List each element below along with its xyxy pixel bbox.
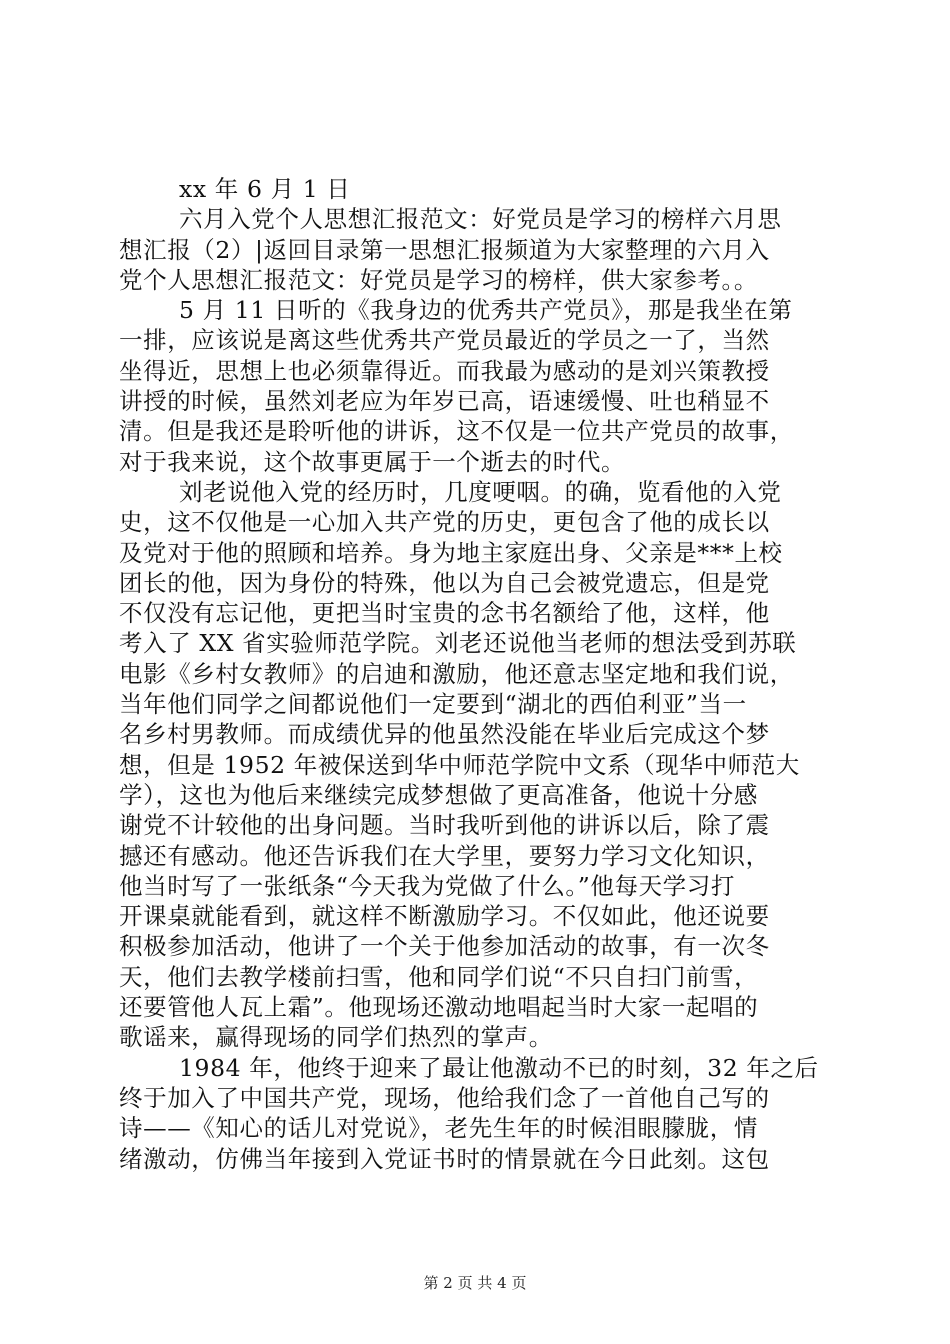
text-line: 绪激动，仿佛当年接到入党证书时的情景就在今日此刻。这包 (119, 1144, 770, 1173)
text-line: 撼还有感动。他还告诉我们在大学里，要努力学习文化知识， (119, 841, 770, 870)
text-line: 想，但是 1952 年被保送到华中师范学院中文系（现华中师范大 (119, 750, 800, 779)
text-line: 终于加入了中国共产党，现场，他给我们念了一首他自己写的 (119, 1083, 770, 1112)
page-footer: 第 2 页 共 4 页 (423, 1274, 527, 1292)
text-line: 电影《乡村女教师》的启迪和激励，他还意志坚定地和我们说， (119, 659, 794, 688)
text-line: 他当时写了一张纸条“今天我为党做了什么。”他每天学习打 (119, 871, 735, 900)
text-line: 谢党不计较他的出身问题。当时我听到他的讲诉以后，除了震 (119, 811, 770, 840)
text-line: 不仅没有忘记他，更把当时宝贵的念书名额给了他，这样，他 (119, 599, 770, 628)
text-line: 考入了 XX 省实验师范学院。刘老还说他当老师的想法受到苏联 (119, 629, 797, 658)
text-line: 对于我来说，这个故事更属于一个逝去的时代。 (119, 447, 626, 476)
text-line: xx 年 6 月 1 日 (179, 175, 351, 203)
lecture-paragraph (119, 295, 831, 477)
history-paragraph (119, 477, 831, 1053)
intro-paragraph (119, 204, 831, 295)
text-line: 及党对于他的照顾和培养。身为地主家庭出身、父亲是***上校 (119, 538, 783, 567)
text-line: 刘老说他入党的经历时，几度哽咽。的确，览看他的入党 (179, 477, 782, 506)
joining-paragraph (119, 1053, 831, 1174)
text-line: 还要管他人瓦上霜”。他现场还激动地唱起当时大家一起唱的 (119, 993, 759, 1022)
text-line: 积极参加活动，他讲了一个关于他参加活动的故事，有一次冬 (119, 932, 770, 961)
document-body (119, 174, 831, 1174)
text-line: 讲授的时候，虽然刘老应为年岁已高，语速缓慢、吐也稍显不 (119, 387, 770, 416)
date-line (119, 174, 831, 204)
text-line: 学），这也为他后来继续完成梦想做了更高准备，他说十分感 (119, 780, 758, 809)
text-line: 清。但是我还是聆听他的讲诉，这不仅是一位共产党员的故事， (119, 417, 794, 446)
text-line: 六月入党个人思想汇报范文：好党员是学习的榜样六月思 (179, 205, 782, 234)
text-line: 歌谣来，赢得现场的同学们热烈的掌声。 (119, 1023, 553, 1052)
text-line: 想汇报（2）|返回目录第一思想汇报频道为大家整理的六月入 (119, 235, 770, 264)
text-line: 史，这不仅他是一心加入共产党的历史，更包含了他的成长以 (119, 508, 770, 537)
text-line: 当年他们同学之间都说他们一定要到“湖北的西伯利亚”当一 (119, 690, 747, 719)
text-line: 1984 年，他终于迎来了最让他激动不已的时刻，32 年之后 (179, 1053, 819, 1082)
text-line: 开课桌就能看到，就这样不断激励学习。不仅如此，他还说要 (119, 902, 770, 931)
text-line: 名乡村男教师。而成绩优异的他虽然没能在毕业后完成这个梦 (119, 720, 770, 749)
text-line: 诗——《知心的话儿对党说》，老先生年的时候泪眼朦胧，情 (119, 1114, 758, 1143)
text-line: 一排，应该说是离这些优秀共产党员最近的学员之一了，当然 (119, 326, 770, 355)
text-line: 5 月 11 日听的《我身边的优秀共产党员》，那是我坐在第 (179, 296, 793, 325)
text-line: 党个人思想汇报范文：好党员是学习的榜样，供大家参考。。 (119, 265, 758, 294)
text-line: 天，他们去教学楼前扫雪，他和同学们说“不只自扫门前雪， (119, 962, 759, 991)
text-line: 团长的他，因为身份的特殊，他以为自己会被党遗忘，但是党 (119, 568, 770, 597)
text-line: 坐得近，思想上也必须靠得近。而我最为感动的是刘兴策教授 (119, 356, 770, 385)
